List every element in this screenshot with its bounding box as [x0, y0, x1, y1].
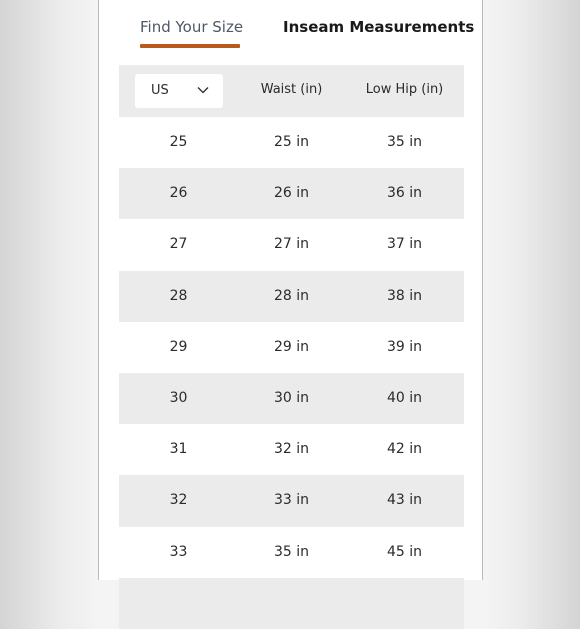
- chevron-down-icon: [197, 84, 209, 96]
- table-row: [119, 168, 464, 219]
- cell-low-hip: 42 in: [386, 441, 423, 458]
- cell-waist: 25 in: [273, 134, 310, 150]
- size-table: [119, 65, 464, 629]
- cell-low-hip: 39 in: [386, 338, 423, 355]
- table-row: [119, 219, 464, 270]
- tab-find-your-size[interactable]: Find Your Size: [140, 18, 244, 36]
- table-row: [119, 424, 464, 475]
- table-header-row: [119, 65, 464, 117]
- table-row: [119, 527, 464, 578]
- table-row: [119, 117, 464, 168]
- cell-size: 25: [169, 134, 188, 150]
- cell-low-hip: 40 in: [386, 389, 423, 406]
- header-waist: Waist (in): [260, 82, 323, 97]
- table-row: [119, 475, 464, 526]
- cell-waist: 33 in: [273, 492, 310, 509]
- cell-size: 26: [169, 185, 188, 202]
- cell-waist: 26 in: [273, 185, 310, 202]
- tab-inseam-measurements[interactable]: Inseam Measurements: [283, 18, 475, 36]
- size-chart-panel: [98, 0, 483, 580]
- cell-waist: 29 in: [273, 338, 310, 355]
- table-row: [119, 271, 464, 322]
- cell-low-hip: 35 in: [386, 134, 423, 150]
- header-low-hip: Low Hip (in): [365, 82, 444, 97]
- cell-waist: 35 in: [273, 543, 310, 560]
- cell-low-hip: 38 in: [386, 287, 423, 304]
- cell-size: 27: [169, 236, 188, 253]
- cell-low-hip: 43 in: [386, 492, 423, 509]
- size-unit-value: US: [151, 83, 169, 98]
- cell-waist: 27 in: [273, 236, 310, 253]
- cell-low-hip: 37 in: [386, 236, 423, 253]
- cell-waist: 32 in: [273, 441, 310, 458]
- table-body: [119, 117, 464, 629]
- cell-size: 30: [169, 389, 188, 406]
- cell-waist: 30 in: [273, 389, 310, 406]
- cell-low-hip: 45 in: [386, 543, 423, 560]
- table-row-partial: [119, 578, 464, 629]
- tab-bar: [99, 12, 482, 52]
- cell-size: 33: [169, 543, 188, 560]
- table-row: [119, 322, 464, 373]
- table-row: [119, 373, 464, 424]
- cell-low-hip: 36 in: [386, 185, 423, 202]
- cell-waist: 28 in: [273, 287, 310, 304]
- cell-size: 29: [169, 338, 188, 355]
- size-unit-select[interactable]: [135, 74, 223, 108]
- cell-size: 31: [169, 441, 188, 458]
- cell-size: 32: [169, 492, 188, 509]
- active-tab-underline: [140, 44, 240, 48]
- cell-size: 28: [169, 287, 188, 304]
